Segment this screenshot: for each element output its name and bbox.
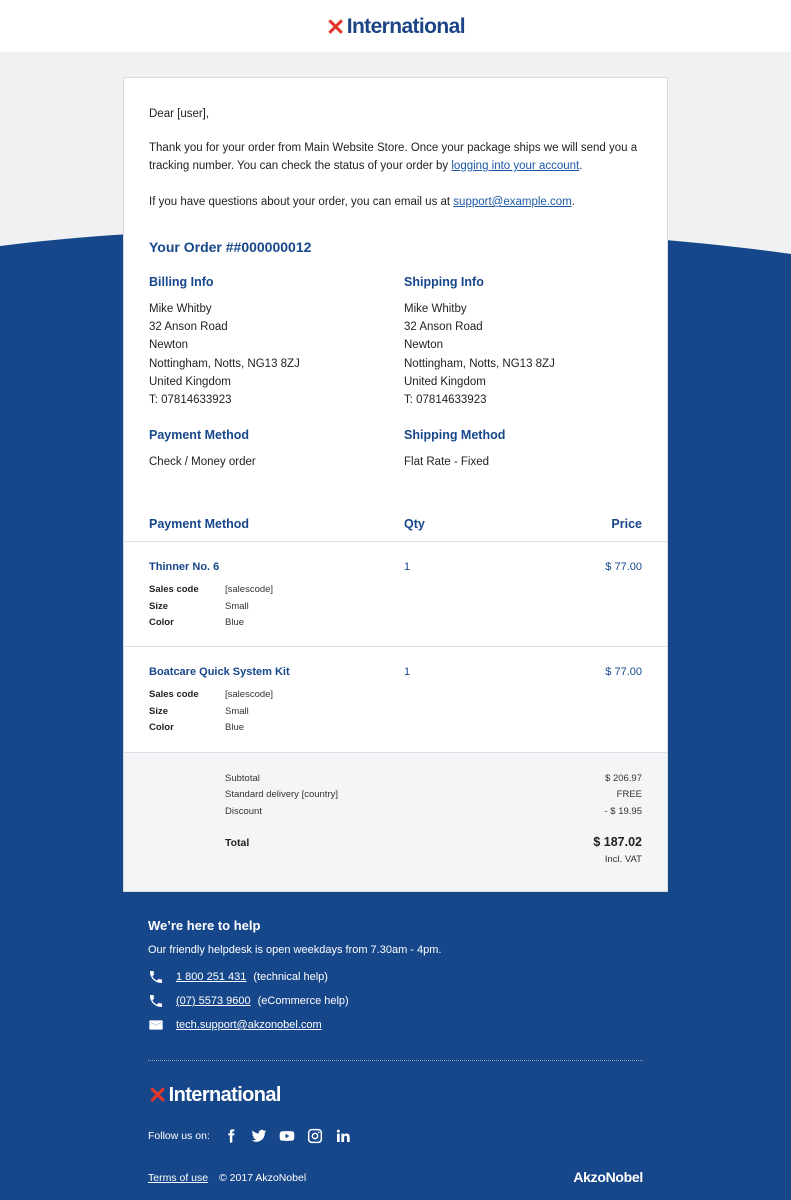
payment-method-value: Check / Money order [149,456,256,468]
logo-text: International [168,1084,281,1106]
legal-line [148,1172,306,1184]
subtotal-label: Subtotal [225,773,260,784]
billing-heading: Billing Info [149,275,214,289]
delivery-value: FREE [616,789,642,800]
item-qty: 1 [404,561,411,573]
copyright: © 2017 AkzoNobel [219,1172,307,1184]
support-email-link[interactable]: support@example.com [453,196,572,208]
shipping-heading: Shipping Info [404,275,484,289]
discount-label: Discount [225,806,262,817]
support-email-link[interactable]: tech.support@akzonobel.com [176,1019,322,1031]
total-value: $ 187.02 [593,835,642,849]
shipping-method-heading: Shipping Method [404,428,506,442]
payment-method-heading: Payment Method [149,428,250,442]
x-logo-icon: ✕ [148,1082,167,1108]
order-card [123,77,668,892]
divider [124,541,667,542]
linkedin-icon[interactable] [335,1128,351,1144]
subtotal-value: $ 206.97 [605,773,642,784]
column-header-item: Payment Method [149,517,250,531]
contact-email [148,1017,329,1033]
item-name[interactable]: Boatcare Quick System Kit [149,666,290,678]
vat-note: Incl. VAT [604,854,642,865]
contact-technical [148,969,328,985]
help-text: Our friendly helpdesk is open weekdays from 7.30am - 4pm. [148,944,442,956]
technical-phone-link[interactable]: 1 800 251 431 [176,971,247,983]
total-label: Total [225,837,250,849]
footer-international-logo[interactable] [148,1084,281,1107]
youtube-icon[interactable] [279,1128,295,1144]
instagram-icon[interactable] [307,1128,323,1144]
column-header-price: Price [611,517,642,531]
discount-value: - $ 19.95 [604,806,642,817]
shipping-address: Mike Whitby 32 Anson Road Newton Nottingham, Notts, NG13 8ZJ United Kingdom T: 07814633923 [404,303,555,407]
facebook-icon[interactable] [223,1128,239,1144]
divider [124,646,667,647]
terms-of-use-link[interactable]: Terms of use [148,1172,209,1184]
option-label: Sales code Size Color [149,689,199,733]
international-logo[interactable] [326,15,465,39]
delivery-label: Standard delivery [country] [225,789,339,800]
mail-icon [148,1017,164,1033]
greeting: Dear [user], [149,108,210,120]
footer-divider [148,1060,643,1061]
item-price: $ 77.00 [605,561,642,573]
questions-paragraph: If you have questions about your order, you can email us at support@example.com. [149,196,575,208]
billing-address: Mike Whitby 32 Anson Road Newton Nottingham, Notts, NG13 8ZJ United Kingdom T: 07814633923 [149,303,300,407]
follow-label: Follow us on: [148,1130,210,1142]
phone-icon [148,969,164,985]
email-header [0,0,791,52]
option-value: [salescode] Small Blue [225,689,274,733]
order-title: Your Order ##000000012 [149,239,312,255]
logo-text: International [346,15,465,38]
order-totals [124,752,667,891]
contact-ecommerce [148,993,349,1009]
option-value: [salescode] Small Blue [225,584,274,628]
akzonobel-logo[interactable]: AkzoNobel [573,1169,643,1185]
item-qty: 1 [404,666,411,678]
phone-icon [148,993,164,1009]
ecommerce-phone-link[interactable]: (07) 5573 9600 [176,995,251,1007]
contact-note: (eCommerce help) [257,995,349,1007]
twitter-icon[interactable] [251,1128,267,1144]
shipping-method-value: Flat Rate - Fixed [404,456,489,468]
account-login-link[interactable]: logging into your account [451,160,580,172]
item-price: $ 77.00 [605,666,642,678]
social-links [148,1128,363,1144]
option-label: Sales code Size Color [149,584,199,628]
item-name[interactable]: Thinner No. 6 [149,561,220,573]
contact-note: (technical help) [253,971,328,983]
intro-paragraph: Thank you for your order from Main Website Store. Once your package ships we will send you a tracking number. You can check the status of your order by logging into your account. [149,142,638,172]
column-header-qty: Qty [404,517,425,531]
help-title: We’re here to help [148,918,261,933]
x-logo-icon: ✕ [326,13,345,40]
